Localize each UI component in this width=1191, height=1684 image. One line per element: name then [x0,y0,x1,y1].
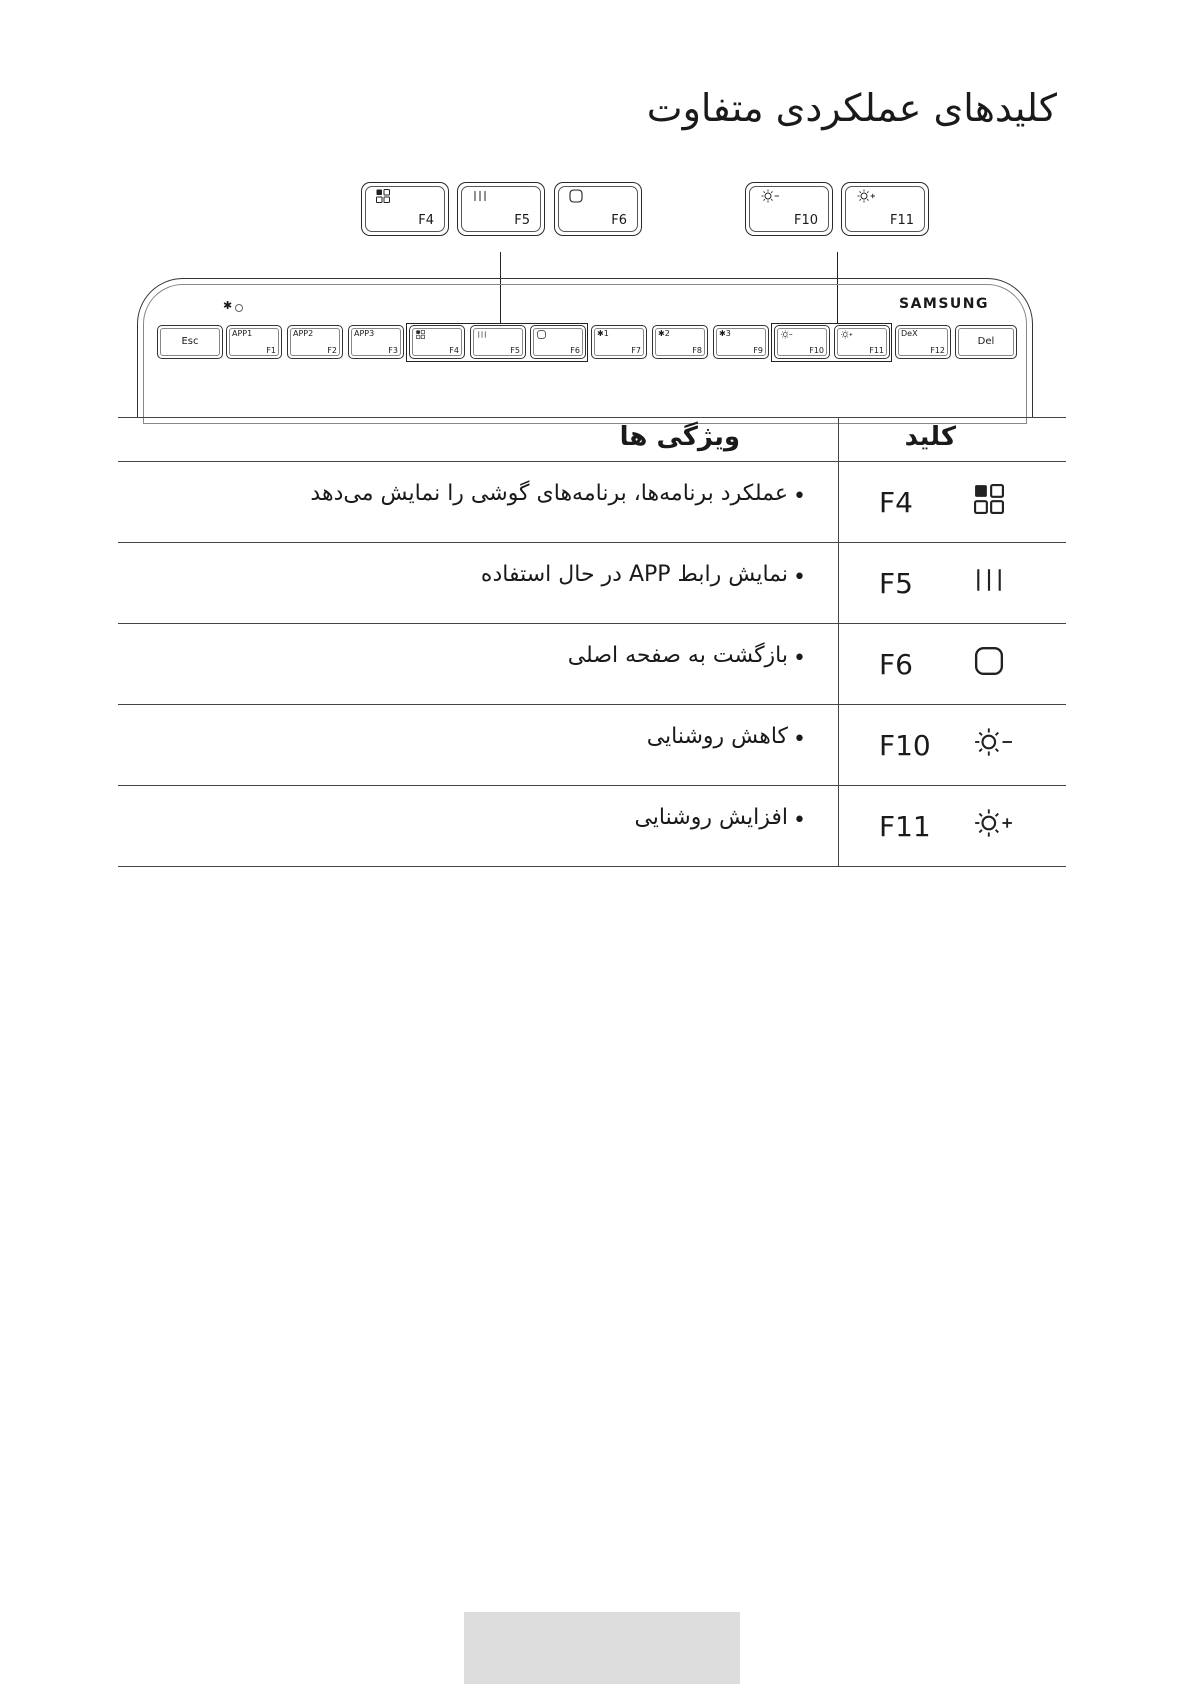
key-top-label: ✱3 [719,329,731,338]
table-row [118,462,1066,543]
key-f1 [226,325,282,359]
recent-apps-icon [974,565,1004,595]
callout-key-label: F4 [418,213,434,228]
row-description: کاهش روشنایی [646,724,788,749]
key-label: Esc [181,336,199,347]
description-cell [118,705,839,786]
callout-key-label: F11 [889,213,914,228]
home-icon [569,189,583,203]
row-description: افزایش روشنایی [634,805,788,830]
key-top-label: ✱1 [597,329,609,338]
table-row [118,624,1066,705]
home-icon [974,646,1004,676]
keyboard-illustration [137,278,1033,378]
callout-key-label: F5 [514,213,530,228]
function-key-table [118,417,1066,867]
description-cell [118,543,839,624]
row-key-name: F10 [879,729,931,762]
callout-key-f10 [745,182,833,236]
recent-apps-icon [477,330,487,339]
header-features-cell [118,418,839,462]
description-cell [118,462,839,543]
app-grid-icon [416,330,425,339]
key-bottom-label: F6 [570,346,580,355]
key-bottom-label: F9 [753,346,763,355]
callout-key-f6 [554,182,642,236]
key-f11 [834,325,890,359]
key-top-label: APP1 [232,329,253,338]
row-key-name: F4 [879,486,913,519]
key-top-label: ✱2 [658,329,670,338]
row-key-name: F5 [879,567,913,600]
key-cell [839,462,1067,543]
row-key-name: F6 [879,648,913,681]
key-bottom-label: F11 [869,346,884,355]
key-f12 [895,325,951,359]
row-description: نمایش رابط APP در حال استفاده [480,562,788,587]
key-del [955,325,1017,359]
brightness-up-icon [840,330,853,339]
table-row [118,705,1066,786]
bullet: • [793,727,806,752]
key-f9 [713,325,769,359]
bullet: • [793,484,806,509]
key-f4 [409,325,465,359]
key-f5 [470,325,526,359]
key-bottom-label: F4 [449,346,459,355]
key-top-label: APP3 [354,329,375,338]
home-icon [537,330,546,339]
header-features: ویژگی ها [619,422,740,452]
callout-key-f11 [841,182,929,236]
key-f2 [287,325,343,359]
table-row [118,543,1066,624]
brightness-up-icon [972,808,1014,838]
key-f7 [591,325,647,359]
header-key: کلید [904,422,956,452]
brightness-down-icon [780,330,793,339]
key-bottom-label: F10 [809,346,824,355]
callout-key-label: F6 [611,213,627,228]
status-led [235,304,243,312]
bullet: • [793,808,806,833]
callout-key-f5 [457,182,545,236]
app-grid-icon [974,484,1004,514]
key-bottom-label: F2 [327,346,337,355]
bullet: • [793,565,806,590]
brightness-down-icon [972,727,1014,757]
callout-key-f4 [361,182,449,236]
key-cell [839,786,1067,867]
description-cell [118,786,839,867]
brightness-down-icon [760,189,780,203]
key-label: Del [977,336,995,347]
key-top-label: APP2 [293,329,314,338]
key-cell [839,705,1067,786]
description-cell [118,624,839,705]
key-f3 [348,325,404,359]
key-bottom-label: F5 [510,346,520,355]
brightness-up-icon [856,189,876,203]
table-row [118,786,1066,867]
key-f6 [530,325,586,359]
page-footer-bar [464,1612,740,1684]
key-top-label: DeX [901,329,918,338]
key-cell [839,543,1067,624]
key-bottom-label: F7 [631,346,641,355]
brand-logo: SAMSUNG [898,296,989,312]
key-f10 [774,325,830,359]
bluetooth-icon: ✱ [223,299,233,312]
key-f8 [652,325,708,359]
recent-apps-icon [472,189,488,203]
page-title: کلیدهای عملکردی متفاوت [646,86,1057,130]
table-header-row [118,418,1066,462]
callout-key-label: F10 [793,213,818,228]
row-description: بازگشت به صفحه اصلی [567,643,788,668]
header-key-cell [839,418,1067,462]
key-bottom-label: F1 [266,346,276,355]
key-bottom-label: F3 [388,346,398,355]
bullet: • [793,646,806,671]
row-key-name: F11 [879,810,931,843]
key-bottom-label: F12 [930,346,945,355]
key-bottom-label: F8 [692,346,702,355]
app-grid-icon [376,189,390,203]
key-cell [839,624,1067,705]
key-esc [157,325,223,359]
row-description: عملکرد برنامه‌ها، برنامه‌های گوشی را نمایش می‌دهد [310,481,788,506]
